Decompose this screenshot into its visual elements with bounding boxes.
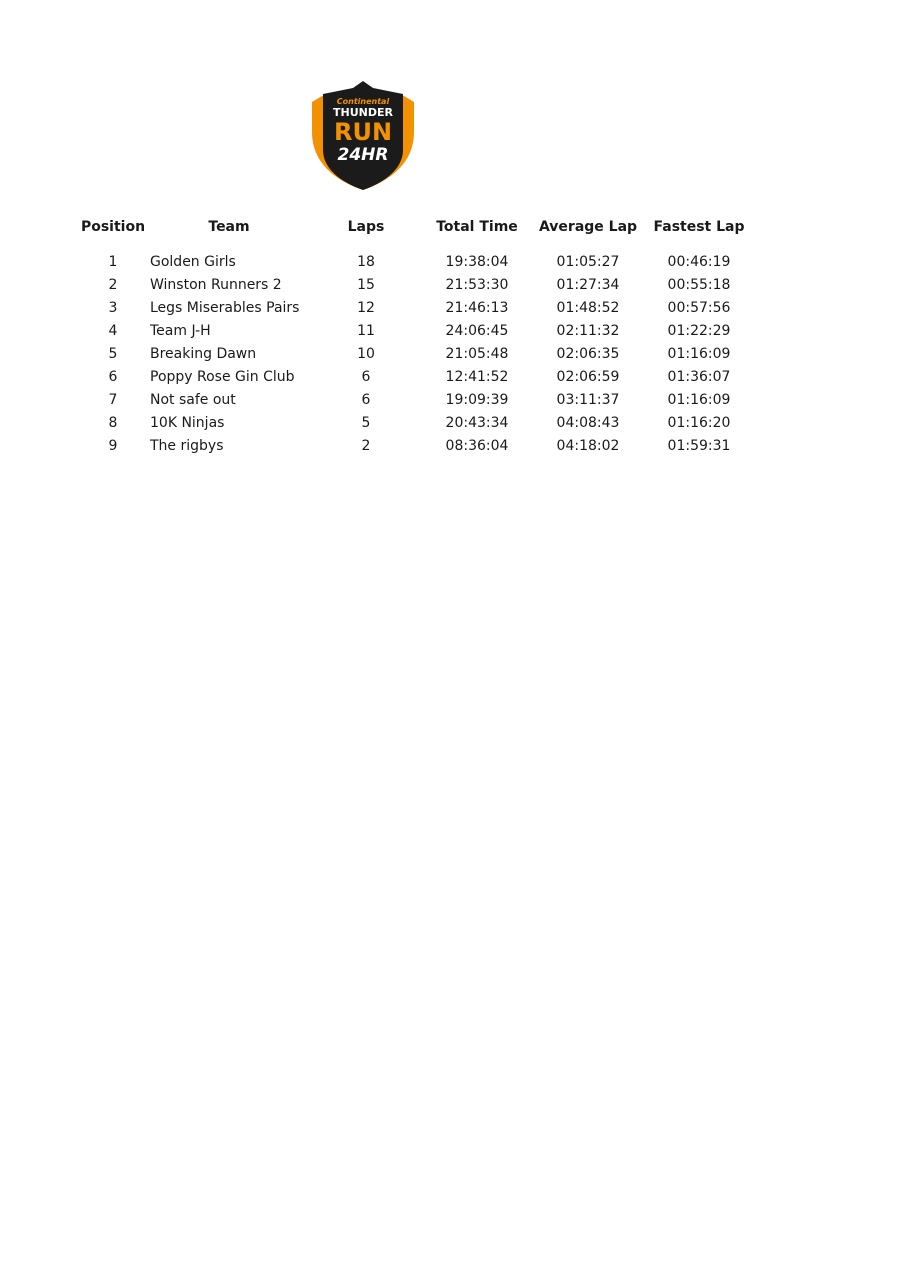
cell-total-time: 19:09:39: [445, 391, 509, 408]
cell-team: Legs Miserables Pairs: [150, 299, 300, 316]
results-table-body: [78, 250, 754, 457]
cell-laps: 15: [357, 276, 375, 293]
header-average-lap: Average Lap: [538, 219, 638, 235]
cell-total-time: 24:06:45: [445, 322, 509, 339]
cell-laps: 12: [357, 299, 375, 316]
cell-position: 1: [108, 253, 118, 270]
svg-text:24HR: 24HR: [337, 145, 389, 165]
cell-laps: 10: [357, 345, 375, 362]
cell-total-time: 21:46:13: [445, 299, 509, 316]
cell-team: Winston Runners 2: [150, 276, 282, 293]
header-total-time: Total Time: [436, 219, 518, 235]
cell-fastest-lap: 01:36:07: [667, 368, 731, 385]
cell-average-lap: 01:05:27: [556, 253, 620, 270]
cell-laps: 6: [361, 391, 371, 408]
svg-text:RUN: RUN: [333, 118, 393, 146]
svg-text:Continental: Continental: [336, 97, 390, 106]
cell-total-time: 08:36:04: [445, 437, 509, 454]
table-row: [78, 411, 754, 434]
svg-text:THUNDER: THUNDER: [333, 106, 393, 119]
cell-fastest-lap: 00:46:19: [667, 253, 731, 270]
cell-team: Poppy Rose Gin Club: [150, 368, 295, 385]
cell-position: 2: [108, 276, 118, 293]
cell-position: 6: [108, 368, 118, 385]
cell-average-lap: 01:48:52: [556, 299, 620, 316]
cell-team: Not safe out: [150, 391, 236, 408]
thunder-run-shield-icon: [310, 80, 416, 192]
cell-team: Team J-H: [150, 322, 211, 339]
cell-position: 8: [108, 414, 118, 431]
results-table-header: [78, 214, 754, 250]
cell-team: 10K Ninjas: [150, 414, 225, 431]
cell-position: 4: [108, 322, 118, 339]
cell-position: 7: [108, 391, 118, 408]
cell-fastest-lap: 01:59:31: [667, 437, 731, 454]
cell-average-lap: 03:11:37: [556, 391, 620, 408]
cell-fastest-lap: 01:16:20: [667, 414, 731, 431]
cell-fastest-lap: 01:16:09: [667, 345, 731, 362]
cell-total-time: 21:53:30: [445, 276, 509, 293]
cell-laps: 11: [357, 322, 375, 339]
cell-total-time: 19:38:04: [445, 253, 509, 270]
cell-average-lap: 04:18:02: [556, 437, 620, 454]
cell-laps: 6: [361, 368, 371, 385]
table-row: [78, 342, 754, 365]
table-row: [78, 434, 754, 457]
cell-team: Breaking Dawn: [150, 345, 257, 362]
cell-position: 3: [108, 299, 118, 316]
cell-team: Golden Girls: [150, 253, 236, 270]
cell-fastest-lap: 01:22:29: [667, 322, 731, 339]
cell-total-time: 12:41:52: [445, 368, 509, 385]
table-row: [78, 319, 754, 342]
cell-average-lap: 02:11:32: [556, 322, 620, 339]
header-fastest-lap: Fastest Lap: [653, 219, 745, 235]
cell-laps: 5: [361, 414, 371, 431]
header-spacer: [78, 240, 754, 250]
cell-laps: 18: [357, 253, 375, 270]
table-row: [78, 250, 754, 273]
table-row: [78, 296, 754, 319]
cell-average-lap: 04:08:43: [556, 414, 620, 431]
cell-average-lap: 02:06:59: [556, 368, 620, 385]
cell-average-lap: 02:06:35: [556, 345, 620, 362]
results-table: [78, 214, 754, 457]
header-team: Team: [208, 219, 250, 235]
cell-laps: 2: [361, 437, 371, 454]
cell-fastest-lap: 01:16:09: [667, 391, 731, 408]
cell-position: 5: [108, 345, 118, 362]
table-row: [78, 365, 754, 388]
cell-fastest-lap: 00:57:56: [667, 299, 731, 316]
header-row: [78, 214, 754, 240]
cell-total-time: 21:05:48: [445, 345, 509, 362]
header-position: Position: [80, 219, 146, 235]
cell-average-lap: 01:27:34: [556, 276, 620, 293]
event-logo: [310, 80, 416, 192]
cell-total-time: 20:43:34: [445, 414, 509, 431]
cell-position: 9: [108, 437, 118, 454]
cell-team: The rigbys: [150, 437, 224, 454]
table-row: [78, 273, 754, 296]
cell-fastest-lap: 00:55:18: [667, 276, 731, 293]
header-laps: Laps: [347, 219, 385, 235]
table-row: [78, 388, 754, 411]
